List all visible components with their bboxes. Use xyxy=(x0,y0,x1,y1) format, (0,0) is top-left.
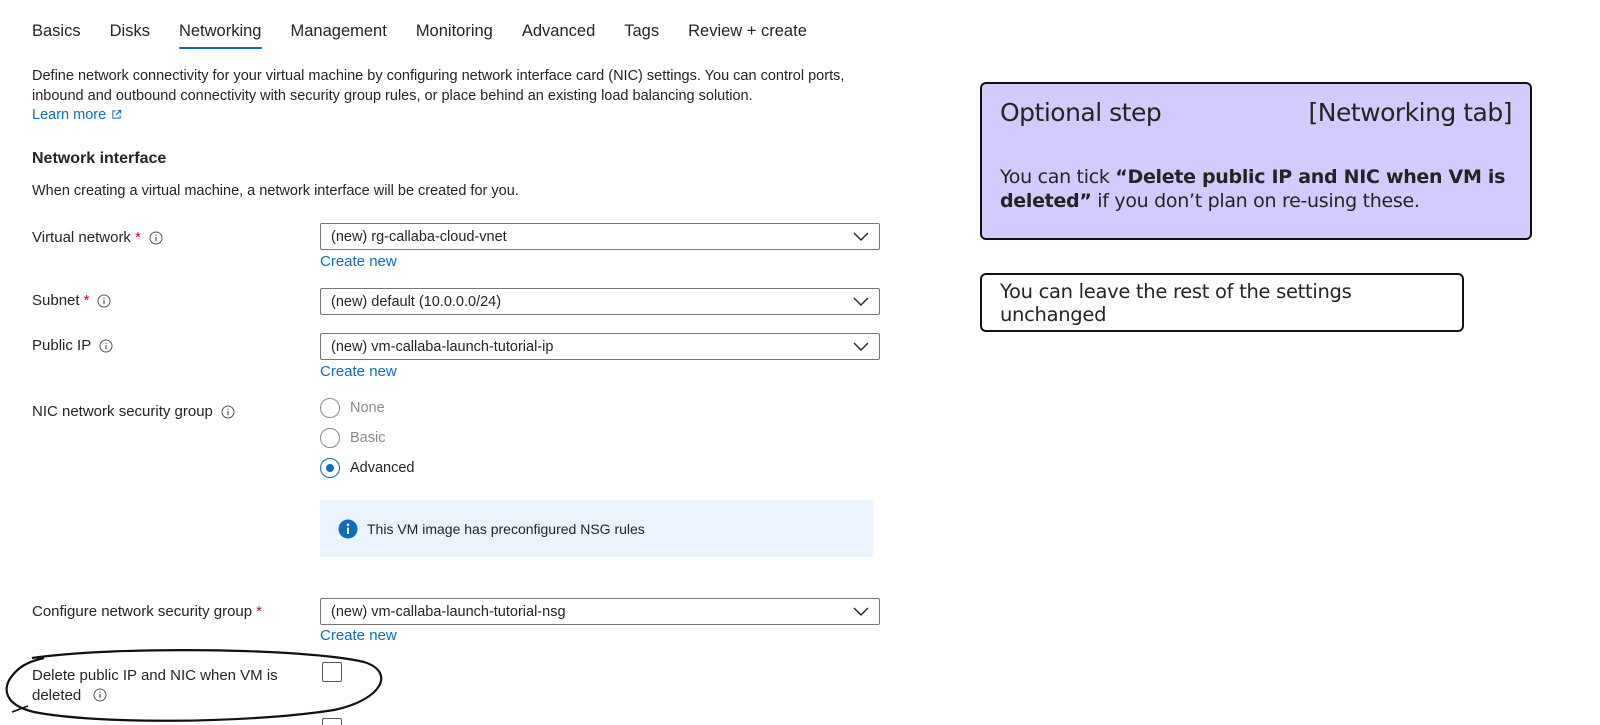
nsg-info-text: This VM image has preconfigured NSG rules xyxy=(367,520,645,537)
tab-review-create[interactable]: Review + create xyxy=(688,22,807,40)
required-marker: * xyxy=(83,292,90,309)
create-new-virtual-network-link[interactable]: Create new xyxy=(320,253,397,270)
virtual-network-label xyxy=(32,229,163,246)
info-icon[interactable] xyxy=(93,688,107,702)
tab-networking[interactable]: Networking xyxy=(179,18,262,49)
radio-option-none[interactable] xyxy=(320,398,385,418)
radio-button-none[interactable] xyxy=(320,398,340,418)
public-ip-select[interactable] xyxy=(320,333,880,360)
create-new-public-ip-link[interactable]: Create new xyxy=(320,363,397,380)
public-ip-label-text: Public IP xyxy=(32,337,92,354)
radio-button-basic[interactable] xyxy=(320,428,340,448)
nic-nsg-label-text: NIC network security group xyxy=(32,403,213,420)
optional-step-callout xyxy=(980,82,1532,240)
settings-note-text: You can leave the rest of the settings unchanged xyxy=(1000,279,1352,326)
tab-bar xyxy=(32,18,836,49)
tab-monitoring[interactable]: Monitoring xyxy=(415,22,493,40)
configure-nsg-value: (new) vm-callaba-launch-tutorial-nsg xyxy=(331,603,566,620)
tab-basics[interactable]: Basics xyxy=(32,22,81,40)
tab-advanced[interactable]: Advanced xyxy=(521,22,596,40)
info-icon[interactable] xyxy=(221,405,235,419)
section-description: When creating a virtual machine, a network interface will be created for you. xyxy=(32,183,519,199)
configure-nsg-select[interactable] xyxy=(320,598,880,625)
radio-label-none: None xyxy=(350,400,385,416)
delete-public-ip-checkbox[interactable] xyxy=(322,662,342,682)
info-filled-icon xyxy=(338,519,358,539)
subnet-label xyxy=(32,292,111,309)
tab-disks[interactable]: Disks xyxy=(109,22,150,40)
virtual-network-value: (new) rg-callaba-cloud-vnet xyxy=(331,228,507,245)
radio-label-basic: Basic xyxy=(350,430,386,446)
required-marker: * xyxy=(134,229,141,246)
learn-more-link[interactable] xyxy=(32,107,122,123)
next-checkbox-partial[interactable] xyxy=(322,718,342,725)
chevron-down-icon xyxy=(853,606,869,617)
chevron-down-icon xyxy=(853,231,869,242)
info-icon[interactable] xyxy=(149,231,163,245)
subnet-label-text: Subnet xyxy=(32,292,80,309)
info-icon[interactable] xyxy=(99,339,113,353)
callout-body-prefix: You can tick xyxy=(1000,166,1116,188)
callout-body-suffix: if you don’t plan on re-using these. xyxy=(1091,190,1420,212)
intro-description xyxy=(32,67,892,126)
info-icon[interactable] xyxy=(97,294,111,308)
chevron-down-icon xyxy=(853,341,869,352)
callout-header xyxy=(1000,98,1512,127)
nic-nsg-label xyxy=(32,403,235,420)
callout-body xyxy=(1000,165,1512,213)
delete-public-ip-label xyxy=(32,666,292,706)
subnet-select[interactable] xyxy=(320,288,880,315)
callout-body-bold: “Delete public IP and NIC when VM is deleted” xyxy=(1000,166,1506,212)
configure-nsg-label-text: Configure network security group xyxy=(32,603,253,620)
callout-tab-tag: [Networking tab] xyxy=(1308,98,1512,127)
radio-label-advanced: Advanced xyxy=(350,460,415,476)
subnet-value: (new) default (10.0.0.0/24) xyxy=(331,293,502,310)
section-title-network-interface: Network interface xyxy=(32,150,167,167)
configure-nsg-label xyxy=(32,603,262,620)
external-link-icon xyxy=(111,109,122,120)
chevron-down-icon xyxy=(853,296,869,307)
required-marker: * xyxy=(256,603,262,620)
virtual-network-select[interactable] xyxy=(320,223,880,250)
delete-public-ip-label-text: Delete public IP and NIC when VM is deleted xyxy=(32,667,278,704)
radio-option-basic[interactable] xyxy=(320,428,385,448)
tab-tags[interactable]: Tags xyxy=(624,22,660,40)
virtual-network-label-text: Virtual network xyxy=(32,229,131,246)
intro-text: Define network connectivity for your virtual machine by configuring network interface card (NIC) settings. You can control ports, inbound and outbound connectivity with security group rules, or place behind an existing load balancing solution. xyxy=(32,68,845,104)
tab-management[interactable]: Management xyxy=(290,22,387,40)
public-ip-label xyxy=(32,337,113,354)
radio-option-advanced[interactable] xyxy=(320,458,415,478)
nsg-info-message xyxy=(320,500,873,557)
settings-note-callout xyxy=(980,273,1464,332)
radio-button-advanced[interactable] xyxy=(320,458,340,478)
public-ip-value: (new) vm-callaba-launch-tutorial-ip xyxy=(331,338,554,355)
callout-title: Optional step xyxy=(1000,98,1162,127)
create-new-nsg-link[interactable]: Create new xyxy=(320,627,397,644)
learn-more-label: Learn more xyxy=(32,107,107,123)
